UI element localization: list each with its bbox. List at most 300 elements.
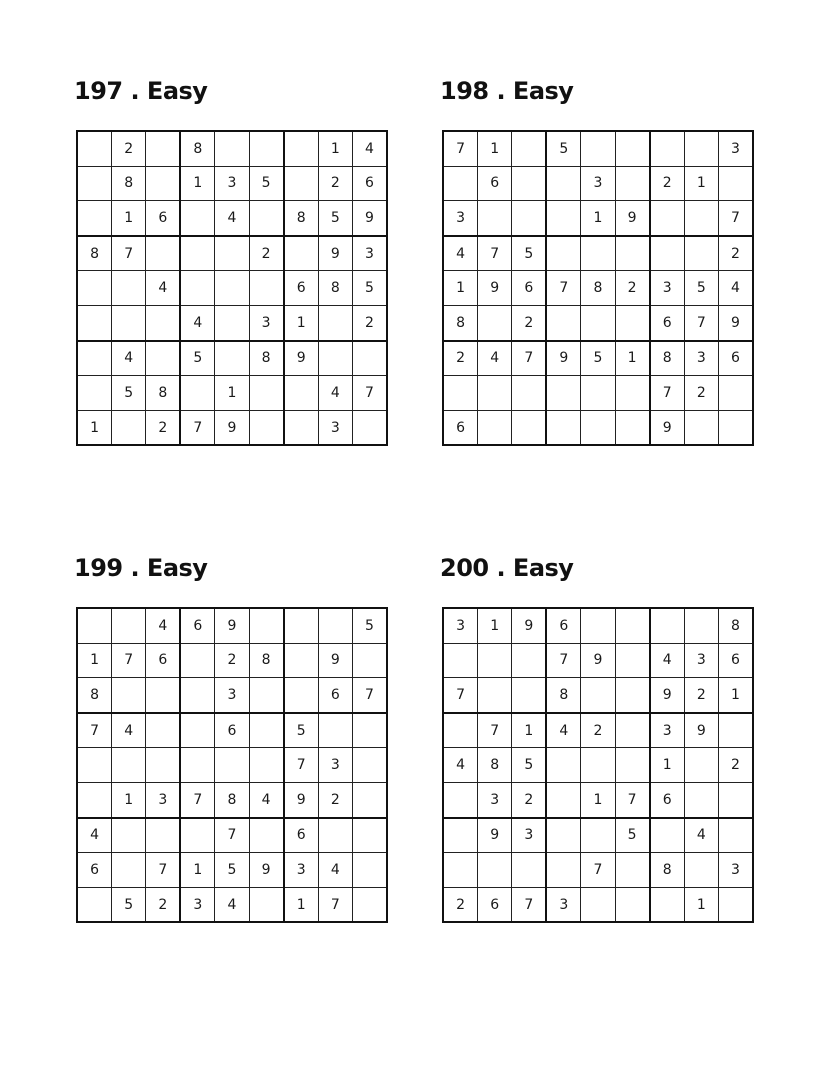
sudoku-cell[interactable] [146,713,181,748]
sudoku-cell[interactable]: 1 [650,748,685,783]
sudoku-cell[interactable]: 8 [650,341,685,376]
sudoku-cell[interactable] [650,887,685,922]
sudoku-cell[interactable]: 7 [318,887,352,922]
sudoku-cell[interactable]: 9 [512,608,547,643]
sudoku-cell[interactable] [284,376,319,411]
sudoku-cell[interactable] [318,713,352,748]
sudoku-cell[interactable]: 4 [318,853,352,888]
sudoku-cell[interactable] [615,376,650,411]
sudoku-cell[interactable] [684,782,718,817]
sudoku-cell[interactable] [112,678,146,713]
sudoku-cell[interactable] [249,818,284,853]
sudoku-cell[interactable]: 6 [650,782,685,817]
sudoku-cell[interactable]: 3 [249,305,284,340]
sudoku-cell[interactable] [615,236,650,271]
sudoku-cell[interactable] [615,131,650,166]
sudoku-cell[interactable]: 5 [215,853,249,888]
sudoku-cell[interactable] [581,748,615,783]
sudoku-cell[interactable]: 2 [581,713,615,748]
sudoku-cell[interactable]: 2 [684,678,718,713]
sudoku-cell[interactable] [146,748,181,783]
sudoku-cell[interactable] [581,236,615,271]
sudoku-cell[interactable] [718,713,753,748]
sudoku-cell[interactable]: 8 [215,782,249,817]
sudoku-cell[interactable]: 3 [684,643,718,678]
sudoku-cell[interactable] [249,410,284,445]
sudoku-cell[interactable]: 6 [352,166,387,201]
sudoku-cell[interactable]: 1 [443,271,478,306]
sudoku-cell[interactable] [249,678,284,713]
sudoku-cell[interactable] [650,608,685,643]
sudoku-cell[interactable]: 4 [718,271,753,306]
sudoku-cell[interactable]: 1 [478,608,512,643]
sudoku-cell[interactable] [718,166,753,201]
sudoku-cell[interactable]: 2 [512,305,547,340]
sudoku-cell[interactable] [318,305,352,340]
sudoku-cell[interactable]: 7 [352,376,387,411]
sudoku-cell[interactable] [650,201,685,236]
sudoku-cell[interactable] [215,131,249,166]
sudoku-cell[interactable] [77,341,112,376]
sudoku-cell[interactable] [443,782,478,817]
sudoku-cell[interactable]: 8 [112,166,146,201]
sudoku-cell[interactable] [112,410,146,445]
sudoku-cell[interactable]: 7 [546,271,581,306]
sudoku-cell[interactable]: 6 [146,201,181,236]
sudoku-cell[interactable] [284,643,319,678]
sudoku-cell[interactable]: 3 [146,782,181,817]
sudoku-cell[interactable] [443,166,478,201]
sudoku-cell[interactable] [615,678,650,713]
sudoku-cell[interactable] [546,236,581,271]
sudoku-cell[interactable]: 2 [112,131,146,166]
sudoku-cell[interactable]: 3 [318,410,352,445]
sudoku-cell[interactable] [249,713,284,748]
sudoku-cell[interactable]: 3 [650,713,685,748]
sudoku-cell[interactable] [77,748,112,783]
sudoku-cell[interactable] [684,410,718,445]
sudoku-cell[interactable]: 9 [478,271,512,306]
sudoku-cell[interactable] [546,818,581,853]
sudoku-cell[interactable] [352,410,387,445]
sudoku-cell[interactable] [146,166,181,201]
sudoku-cell[interactable]: 3 [180,887,215,922]
sudoku-cell[interactable]: 1 [684,887,718,922]
sudoku-cell[interactable]: 2 [443,341,478,376]
sudoku-cell[interactable]: 7 [650,376,685,411]
sudoku-cell[interactable] [180,818,215,853]
sudoku-cell[interactable]: 5 [684,271,718,306]
sudoku-cell[interactable]: 1 [284,305,319,340]
sudoku-cell[interactable] [77,271,112,306]
sudoku-cell[interactable] [180,748,215,783]
sudoku-cell[interactable]: 1 [581,782,615,817]
sudoku-cell[interactable] [546,376,581,411]
sudoku-cell[interactable]: 7 [443,131,478,166]
sudoku-cell[interactable] [512,643,547,678]
sudoku-cell[interactable]: 3 [443,608,478,643]
sudoku-cell[interactable]: 5 [546,131,581,166]
sudoku-cell[interactable]: 6 [478,887,512,922]
sudoku-cell[interactable] [77,887,112,922]
sudoku-cell[interactable]: 8 [546,678,581,713]
sudoku-cell[interactable]: 2 [146,887,181,922]
sudoku-cell[interactable]: 9 [215,608,249,643]
sudoku-cell[interactable] [546,201,581,236]
sudoku-cell[interactable]: 3 [318,748,352,783]
sudoku-cell[interactable]: 3 [581,166,615,201]
sudoku-cell[interactable]: 1 [581,201,615,236]
sudoku-cell[interactable]: 1 [112,782,146,817]
sudoku-cell[interactable] [180,713,215,748]
sudoku-cell[interactable]: 9 [215,410,249,445]
sudoku-cell[interactable] [546,782,581,817]
sudoku-cell[interactable]: 7 [112,236,146,271]
sudoku-cell[interactable]: 6 [146,643,181,678]
sudoku-cell[interactable] [718,782,753,817]
sudoku-cell[interactable]: 9 [318,643,352,678]
sudoku-cell[interactable]: 7 [478,713,512,748]
sudoku-cell[interactable]: 3 [684,341,718,376]
sudoku-cell[interactable]: 6 [318,678,352,713]
sudoku-cell[interactable] [112,608,146,643]
sudoku-cell[interactable]: 9 [249,853,284,888]
sudoku-cell[interactable]: 4 [352,131,387,166]
sudoku-cell[interactable] [284,166,319,201]
sudoku-cell[interactable]: 5 [249,166,284,201]
sudoku-cell[interactable]: 6 [478,166,512,201]
sudoku-cell[interactable]: 5 [284,713,319,748]
sudoku-cell[interactable] [443,818,478,853]
sudoku-cell[interactable] [581,376,615,411]
sudoku-cell[interactable] [249,201,284,236]
sudoku-cell[interactable] [581,410,615,445]
sudoku-cell[interactable] [318,341,352,376]
sudoku-cell[interactable]: 3 [215,166,249,201]
sudoku-cell[interactable] [146,236,181,271]
sudoku-cell[interactable]: 6 [546,608,581,643]
sudoku-cell[interactable]: 2 [684,376,718,411]
sudoku-cell[interactable]: 3 [478,782,512,817]
sudoku-cell[interactable]: 4 [546,713,581,748]
sudoku-cell[interactable]: 8 [318,271,352,306]
sudoku-cell[interactable] [615,166,650,201]
sudoku-cell[interactable]: 7 [512,887,547,922]
sudoku-cell[interactable] [215,271,249,306]
sudoku-cell[interactable]: 7 [478,236,512,271]
sudoku-cell[interactable] [718,818,753,853]
sudoku-cell[interactable] [352,713,387,748]
sudoku-cell[interactable]: 1 [512,713,547,748]
sudoku-cell[interactable] [684,131,718,166]
sudoku-cell[interactable]: 7 [684,305,718,340]
sudoku-cell[interactable] [146,131,181,166]
sudoku-cell[interactable] [146,678,181,713]
sudoku-cell[interactable]: 4 [77,818,112,853]
sudoku-cell[interactable] [249,131,284,166]
sudoku-cell[interactable]: 9 [546,341,581,376]
sudoku-cell[interactable] [718,887,753,922]
sudoku-cell[interactable]: 3 [284,853,319,888]
sudoku-cell[interactable]: 6 [650,305,685,340]
sudoku-cell[interactable] [77,131,112,166]
sudoku-cell[interactable] [443,643,478,678]
sudoku-cell[interactable] [249,376,284,411]
sudoku-cell[interactable]: 2 [352,305,387,340]
sudoku-cell[interactable] [512,853,547,888]
sudoku-cell[interactable] [512,131,547,166]
sudoku-cell[interactable] [352,853,387,888]
sudoku-cell[interactable]: 5 [180,341,215,376]
sudoku-cell[interactable] [352,643,387,678]
sudoku-cell[interactable]: 6 [284,818,319,853]
sudoku-cell[interactable] [684,236,718,271]
sudoku-cell[interactable]: 4 [443,236,478,271]
sudoku-cell[interactable] [684,608,718,643]
sudoku-cell[interactable]: 8 [180,131,215,166]
sudoku-cell[interactable]: 7 [581,853,615,888]
sudoku-cell[interactable] [112,748,146,783]
sudoku-cell[interactable] [615,748,650,783]
sudoku-cell[interactable] [615,643,650,678]
sudoku-cell[interactable]: 4 [146,271,181,306]
sudoku-cell[interactable]: 9 [650,678,685,713]
sudoku-cell[interactable] [512,201,547,236]
sudoku-cell[interactable]: 1 [77,643,112,678]
sudoku-cell[interactable]: 7 [215,818,249,853]
sudoku-cell[interactable]: 8 [77,678,112,713]
sudoku-cell[interactable] [318,608,352,643]
sudoku-cell[interactable] [249,887,284,922]
sudoku-cell[interactable]: 1 [180,853,215,888]
sudoku-cell[interactable]: 7 [180,782,215,817]
sudoku-cell[interactable]: 7 [546,643,581,678]
sudoku-cell[interactable] [146,341,181,376]
sudoku-cell[interactable] [615,853,650,888]
sudoku-cell[interactable] [512,166,547,201]
sudoku-cell[interactable] [443,713,478,748]
sudoku-cell[interactable] [443,376,478,411]
sudoku-cell[interactable] [512,678,547,713]
sudoku-cell[interactable] [249,271,284,306]
sudoku-cell[interactable]: 4 [684,818,718,853]
sudoku-cell[interactable] [684,853,718,888]
sudoku-cell[interactable]: 4 [215,887,249,922]
sudoku-cell[interactable]: 9 [352,201,387,236]
sudoku-cell[interactable] [684,748,718,783]
sudoku-cell[interactable]: 3 [215,678,249,713]
sudoku-cell[interactable] [581,678,615,713]
sudoku-cell[interactable]: 7 [352,678,387,713]
sudoku-cell[interactable]: 2 [318,782,352,817]
sudoku-cell[interactable]: 7 [512,341,547,376]
sudoku-cell[interactable]: 8 [478,748,512,783]
sudoku-cell[interactable]: 1 [284,887,319,922]
sudoku-cell[interactable] [650,131,685,166]
sudoku-cell[interactable]: 7 [284,748,319,783]
sudoku-cell[interactable]: 3 [718,853,753,888]
sudoku-cell[interactable] [512,376,547,411]
sudoku-cell[interactable] [284,678,319,713]
sudoku-cell[interactable] [318,818,352,853]
sudoku-cell[interactable] [180,236,215,271]
sudoku-cell[interactable] [146,305,181,340]
sudoku-cell[interactable] [718,410,753,445]
sudoku-cell[interactable] [284,410,319,445]
sudoku-cell[interactable]: 4 [478,341,512,376]
sudoku-cell[interactable] [478,410,512,445]
sudoku-cell[interactable]: 4 [443,748,478,783]
sudoku-cell[interactable] [77,782,112,817]
sudoku-cell[interactable]: 6 [718,643,753,678]
sudoku-cell[interactable]: 2 [512,782,547,817]
sudoku-cell[interactable] [146,818,181,853]
sudoku-cell[interactable]: 1 [478,131,512,166]
sudoku-cell[interactable] [478,376,512,411]
sudoku-cell[interactable] [112,853,146,888]
sudoku-cell[interactable] [684,201,718,236]
sudoku-cell[interactable]: 8 [77,236,112,271]
sudoku-cell[interactable] [77,376,112,411]
sudoku-cell[interactable]: 9 [318,236,352,271]
sudoku-cell[interactable]: 7 [112,643,146,678]
sudoku-cell[interactable]: 5 [512,236,547,271]
sudoku-cell[interactable]: 8 [443,305,478,340]
sudoku-cell[interactable] [546,305,581,340]
sudoku-cell[interactable]: 1 [77,410,112,445]
sudoku-cell[interactable] [581,305,615,340]
sudoku-cell[interactable] [215,305,249,340]
sudoku-cell[interactable]: 5 [615,818,650,853]
sudoku-cell[interactable]: 2 [215,643,249,678]
sudoku-cell[interactable] [650,818,685,853]
sudoku-cell[interactable]: 4 [215,201,249,236]
sudoku-cell[interactable] [650,236,685,271]
sudoku-cell[interactable] [284,608,319,643]
sudoku-cell[interactable]: 9 [581,643,615,678]
sudoku-cell[interactable] [249,608,284,643]
sudoku-cell[interactable] [546,166,581,201]
sudoku-cell[interactable]: 6 [443,410,478,445]
sudoku-cell[interactable]: 5 [112,887,146,922]
sudoku-cell[interactable]: 7 [77,713,112,748]
sudoku-cell[interactable]: 8 [581,271,615,306]
sudoku-cell[interactable]: 4 [249,782,284,817]
sudoku-cell[interactable]: 8 [718,608,753,643]
sudoku-cell[interactable] [215,236,249,271]
sudoku-cell[interactable]: 2 [443,887,478,922]
sudoku-cell[interactable] [615,305,650,340]
sudoku-cell[interactable]: 5 [112,376,146,411]
sudoku-cell[interactable]: 4 [112,713,146,748]
sudoku-cell[interactable]: 3 [718,131,753,166]
sudoku-cell[interactable]: 9 [478,818,512,853]
sudoku-cell[interactable]: 1 [180,166,215,201]
sudoku-cell[interactable]: 8 [284,201,319,236]
sudoku-cell[interactable]: 9 [718,305,753,340]
sudoku-cell[interactable]: 8 [650,853,685,888]
sudoku-cell[interactable]: 9 [650,410,685,445]
sudoku-cell[interactable]: 2 [718,748,753,783]
sudoku-cell[interactable] [478,305,512,340]
sudoku-cell[interactable] [546,748,581,783]
sudoku-cell[interactable]: 3 [352,236,387,271]
sudoku-cell[interactable] [478,201,512,236]
sudoku-cell[interactable] [77,608,112,643]
sudoku-cell[interactable]: 2 [718,236,753,271]
sudoku-cell[interactable] [352,341,387,376]
sudoku-cell[interactable]: 8 [249,341,284,376]
sudoku-cell[interactable]: 7 [443,678,478,713]
sudoku-cell[interactable] [352,748,387,783]
sudoku-cell[interactable] [352,782,387,817]
sudoku-cell[interactable]: 1 [215,376,249,411]
sudoku-cell[interactable]: 5 [352,608,387,643]
sudoku-cell[interactable]: 9 [615,201,650,236]
sudoku-cell[interactable]: 3 [443,201,478,236]
sudoku-cell[interactable]: 8 [249,643,284,678]
sudoku-cell[interactable] [443,853,478,888]
sudoku-cell[interactable] [478,853,512,888]
sudoku-cell[interactable]: 9 [284,341,319,376]
sudoku-cell[interactable]: 2 [146,410,181,445]
sudoku-cell[interactable]: 6 [512,271,547,306]
sudoku-cell[interactable]: 6 [284,271,319,306]
sudoku-cell[interactable] [615,608,650,643]
sudoku-cell[interactable]: 9 [684,713,718,748]
sudoku-cell[interactable] [546,410,581,445]
sudoku-cell[interactable]: 7 [180,410,215,445]
sudoku-cell[interactable] [718,376,753,411]
sudoku-cell[interactable] [478,643,512,678]
sudoku-cell[interactable]: 1 [684,166,718,201]
sudoku-cell[interactable] [512,410,547,445]
sudoku-cell[interactable] [581,131,615,166]
sudoku-cell[interactable]: 1 [318,131,352,166]
sudoku-cell[interactable] [180,201,215,236]
sudoku-cell[interactable] [77,166,112,201]
sudoku-cell[interactable]: 5 [581,341,615,376]
sudoku-cell[interactable]: 4 [180,305,215,340]
sudoku-cell[interactable] [180,376,215,411]
sudoku-cell[interactable] [180,271,215,306]
sudoku-cell[interactable]: 6 [215,713,249,748]
sudoku-cell[interactable]: 5 [352,271,387,306]
sudoku-cell[interactable]: 2 [318,166,352,201]
sudoku-cell[interactable] [615,410,650,445]
sudoku-cell[interactable] [352,818,387,853]
sudoku-cell[interactable] [180,678,215,713]
sudoku-cell[interactable]: 3 [512,818,547,853]
sudoku-cell[interactable] [180,643,215,678]
sudoku-cell[interactable] [478,678,512,713]
sudoku-cell[interactable]: 1 [718,678,753,713]
sudoku-cell[interactable] [615,887,650,922]
sudoku-cell[interactable] [77,305,112,340]
sudoku-cell[interactable]: 6 [718,341,753,376]
sudoku-cell[interactable] [112,305,146,340]
sudoku-cell[interactable]: 9 [284,782,319,817]
sudoku-cell[interactable]: 4 [650,643,685,678]
sudoku-cell[interactable] [215,748,249,783]
sudoku-cell[interactable]: 1 [112,201,146,236]
sudoku-cell[interactable]: 8 [146,376,181,411]
sudoku-cell[interactable] [615,713,650,748]
sudoku-cell[interactable] [284,131,319,166]
sudoku-cell[interactable] [581,608,615,643]
sudoku-cell[interactable]: 3 [546,887,581,922]
sudoku-cell[interactable]: 5 [512,748,547,783]
